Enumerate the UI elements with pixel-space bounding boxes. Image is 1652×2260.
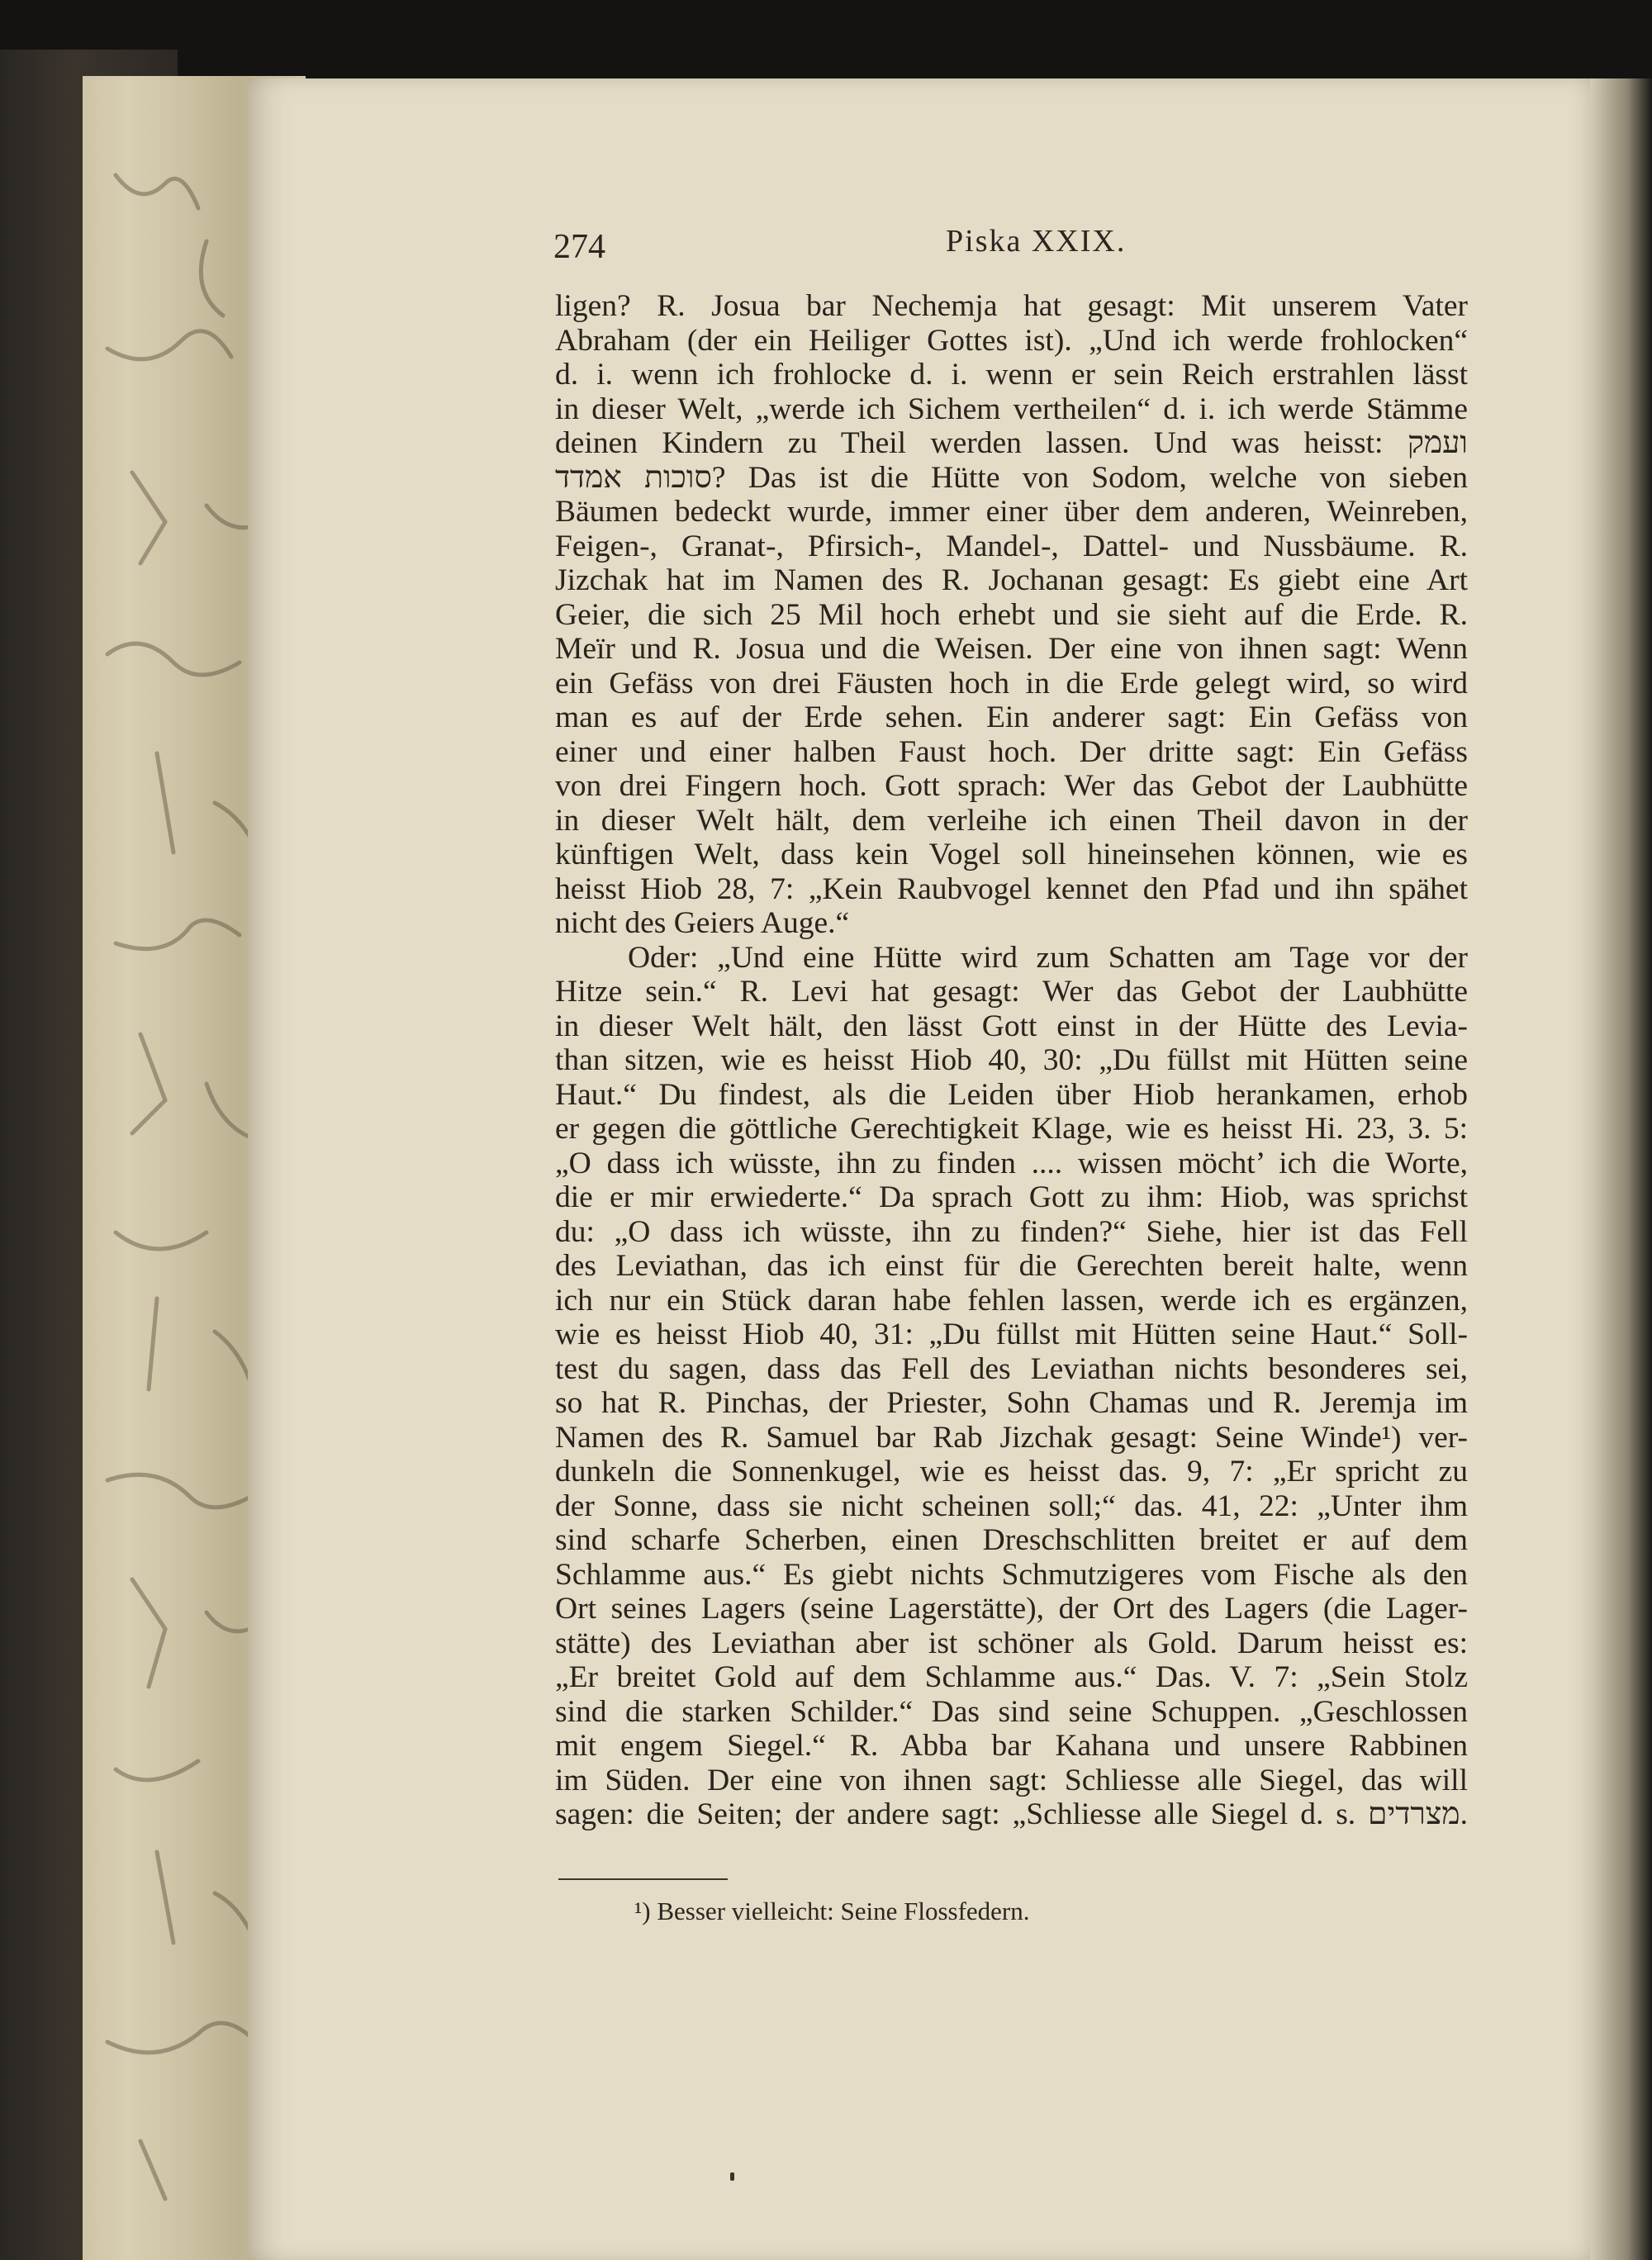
text-line: Haut.“ Du findest, als die Leiden über Hiob herankamen, erhob [555,1077,1468,1112]
footnote: ¹) Besser vielleicht: Seine Flossfedern. [634,1897,1030,1925]
text-line: des Leviathan, das ich einst für die Gerechten bereit halte, wenn [555,1249,1468,1283]
text-line: in dieser Welt, „werde ich Sichem vertheilen“ d. i. ich werde Stämme [555,392,1468,426]
text-line: sind scharfe Scherben, einen Dreschschlitten breitet er auf dem [555,1523,1468,1557]
text-line: d. i. wenn ich frohlocke d. i. wenn er sein Reich erstrahlen lässt [555,358,1468,392]
text-line: Oder: „Und eine Hütte wird zum Schatten am Tage vor der [628,940,1468,975]
text-line: ich nur ein Stück daran habe fehlen lassen, werde ich es ergänzen, [555,1283,1468,1318]
text-line: ligen? R. Josua bar Nechemja hat gesagt: Mit unserem Vater [555,289,1468,323]
text-line: Feigen-, Granat-, Pfirsich-, Mandel-, Dattel- und Nussbäume. R. [555,529,1468,563]
text-line: man es auf der Erde sehen. Ein anderer sagt: Ein Gefäss von [555,700,1468,734]
text-line: „O dass ich wüsste, ihn zu finden .... wissen möcht’ ich die Worte, [555,1146,1468,1180]
book-cover-top [0,0,1652,78]
text-line: Abraham (der ein Heiliger Gottes ist). „Und ich werde frohlocken“ [555,323,1468,358]
text-line: im Süden. Der eine von ihnen sagt: Schliesse alle Siegel, das will [555,1763,1468,1797]
page-number: 274 [553,228,605,266]
text-line: Bäumen bedeckt wurde, immer einer über dem anderen, Weinreben, [555,495,1468,529]
page-right-edge [1590,78,1652,2260]
text-line: in dieser Welt hält, den lässt Gott einst in der Hütte des Levia- [555,1009,1468,1043]
text-line: than sitzen, wie es heisst Hiob 40, 30: „Du füllst mit Hütten seine [555,1043,1468,1077]
text-line: sind die starken Schilder.“ Das sind seine Schuppen. „Geschlossen [555,1694,1468,1729]
text-line: Meïr und R. Josua und die Weisen. Der eine von ihnen sagt: Wenn [555,632,1468,666]
ink-speck [730,2172,734,2181]
text-line: von drei Fingern hoch. Gott sprach: Wer das Gebot der Laubhütte [555,769,1468,803]
footnote-divider [558,1878,728,1880]
text-line: סוכות אמדד? Das ist die Hütte von Sodom, welche von sieben [555,460,1468,495]
text-line: künftigen Welt, dass kein Vogel soll hineinsehen können, wie es [555,838,1468,871]
text-line: Schlamme aus.“ Es giebt nichts Schmutzigeres vom Fische als den [555,1557,1468,1592]
running-head: Piska XXIX. [946,224,1127,259]
text-line: der Sonne, dass sie nicht scheinen soll;“ das. 41, 22: „Unter ihm [555,1488,1468,1523]
text-line: Namen des R. Samuel bar Rab Jizchak gesagt: Seine Winde¹) ver- [555,1420,1468,1455]
text-line: so hat R. Pinchas, der Priester, Sohn Chamas und R. Jeremja im [555,1386,1468,1420]
text-line: deinen Kindern zu Theil werden lassen. Und was heisst: ועמק [555,426,1468,460]
text-line: test du sagen, dass das Fell des Leviathan nichts besonderes sei, [555,1351,1468,1386]
text-line: sagen: die Seiten; der andere sagt: „Schliesse alle Siegel d. s. מצרדים. [555,1797,1468,1831]
text-line: Jizchak hat im Namen des R. Jochanan gesagt: Es giebt eine Art [555,563,1468,597]
text-line: ein Gefäss von drei Fäusten hoch in die Erde gelegt wird, so wird [555,666,1468,700]
text-line: du: „O dass ich wüsste, ihn zu finden?“ Siehe, hier ist das Fell [555,1214,1468,1249]
text-line: wie es heisst Hiob 40, 31: „Du füllst mit Hütten seine Haut.“ Soll- [555,1318,1468,1351]
text-line: Hitze sein.“ R. Levi hat gesagt: Wer das Gebot der Laubhütte [555,975,1468,1009]
text-line: die er mir erwiederte.“ Da sprach Gott zu ihm: Hiob, was sprichst [555,1180,1468,1214]
text-line: Geier, die sich 25 Mil hoch erhebt und sie sieht auf die Erde. R. [555,597,1468,632]
body-text [555,289,1468,1832]
text-line: mit engem Siegel.“ R. Abba bar Kahana und unsere Rabbinen [555,1729,1468,1763]
text-line: Ort seines Lagers (seine Lagerstätte), der Ort des Lagers (die Lager- [555,1592,1468,1626]
text-line: heisst Hiob 28, 7: „Kein Raubvogel kennet den Pfad und ihn spähet [555,871,1468,906]
text-line: dunkeln die Sonnenkugel, wie es heisst das. 9, 7: „Er spricht zu [555,1455,1468,1488]
text-line: nicht des Geiers Auge.“ [555,906,850,940]
text-line: er gegen die göttliche Gerechtigkeit Klage, wie es heisst Hi. 23, 3. 5: [555,1112,1468,1146]
text-line: stätte) des Leviathan aber ist schöner als Gold. Darum heisst es: [555,1626,1468,1660]
text-line: „Er breitet Gold auf dem Schlamme aus.“ Das. V. 7: „Sein Stolz [555,1660,1468,1694]
text-line: einer und einer halben Faust hoch. Der dritte sagt: Ein Gefäss [555,734,1468,769]
text-line: in dieser Welt hält, dem verleihe ich einen Theil davon in der [555,803,1468,838]
